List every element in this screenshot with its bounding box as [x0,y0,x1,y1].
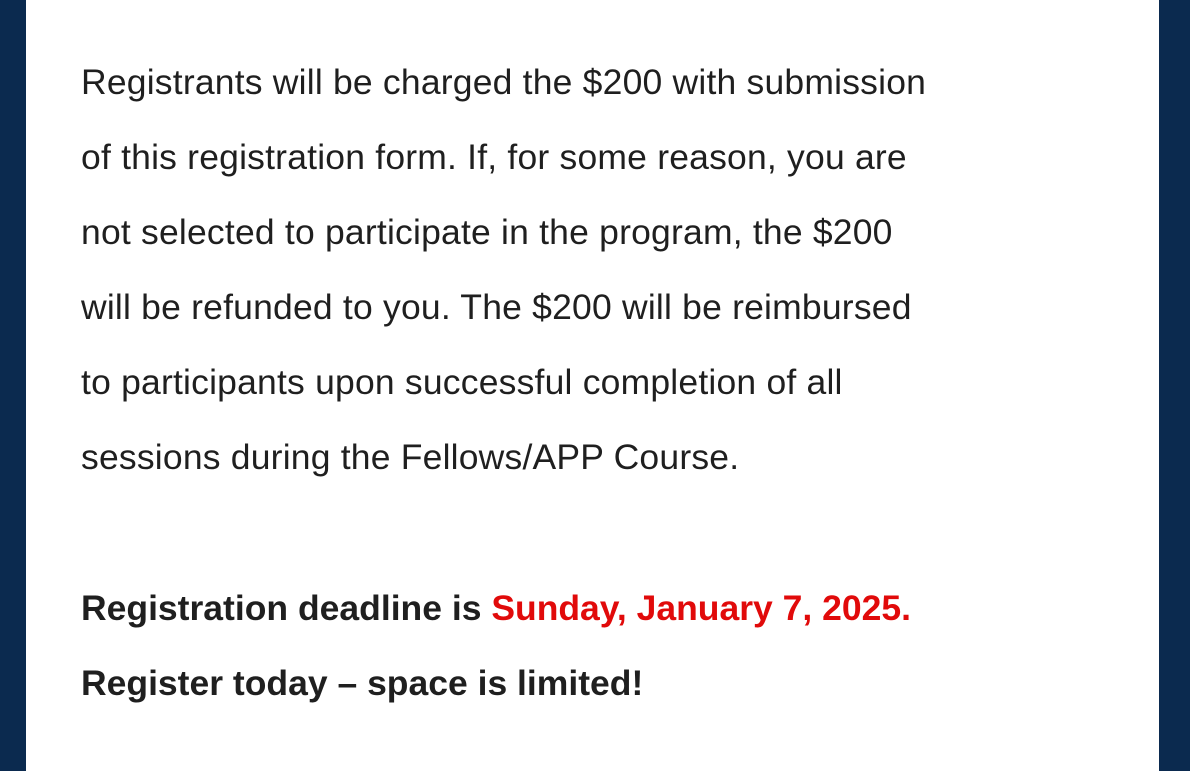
paragraph-line: to participants upon successful completion of all [81,362,843,402]
deadline-notice [81,571,1131,721]
call-to-action: Register today – space is limited! [81,663,644,703]
deadline-line [81,571,1131,646]
deadline-date: Sunday, January 7, 2025. [491,588,911,628]
paragraph-line: will be refunded to you. The $200 will be reimbursed [81,287,912,327]
deadline-label: Registration deadline is [81,588,492,628]
paragraph-line: Registrants will be charged the $200 with submission [81,62,927,102]
paragraph-line: sessions during the Fellows/APP Course. [81,437,740,477]
paragraph-line: of this registration form. If, for some reason, you are [81,137,907,177]
fee-policy-paragraph [81,45,1121,495]
paragraph-line: not selected to participate in the program, the $200 [81,212,893,252]
